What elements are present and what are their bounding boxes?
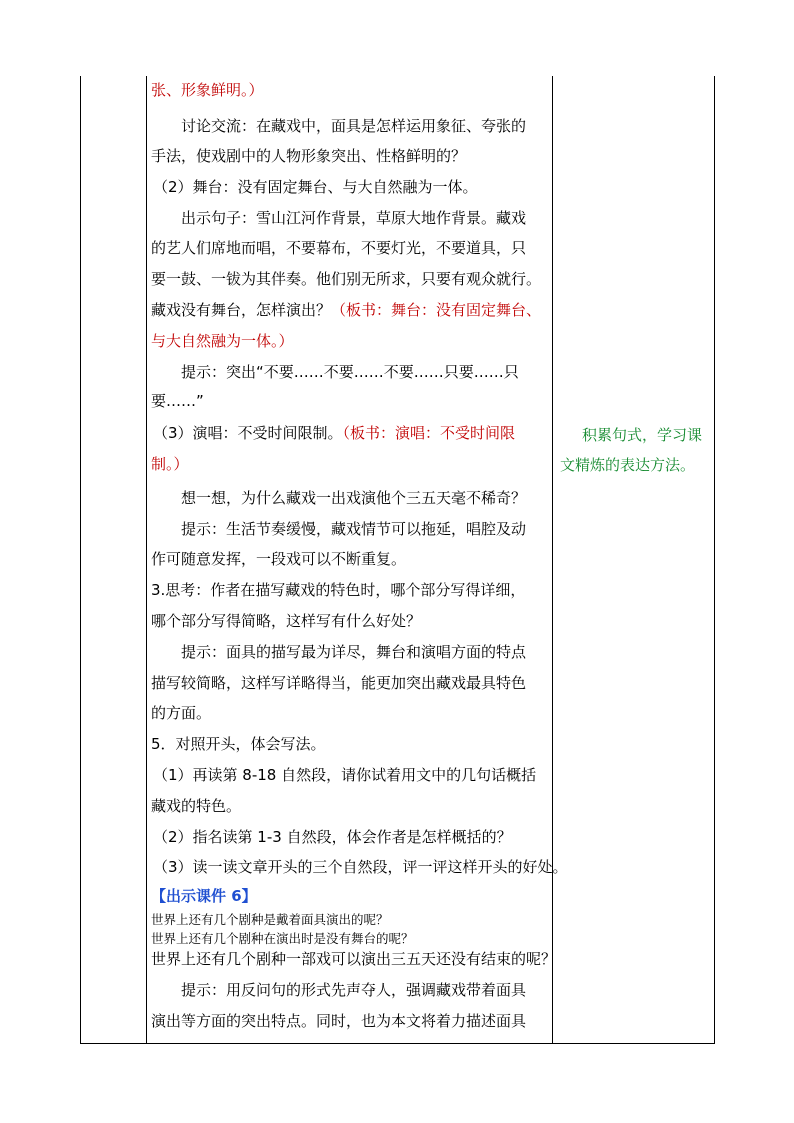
text-segment: 藏戏没有舞台，怎样演出？ <box>151 301 332 319</box>
table-border-col2 <box>552 76 553 1044</box>
table-border-right <box>714 76 715 1044</box>
text-line: 哪个部分写得简略，这样写有什么好处？ <box>151 612 422 630</box>
text-line: 世界上还有几个剧种一部戏可以演出三五天还没有结束的呢？ <box>151 950 557 968</box>
courseware-heading: 【出示课件 6】 <box>151 887 257 905</box>
text-line: 出示句子：雪山江河作背景，草原大地作背景。藏戏 <box>181 209 527 227</box>
note-line: 文精炼的表达方法。 <box>560 456 696 474</box>
text-line: 世界上还有几个剧种在演出时是没有舞台的呢？ <box>151 931 414 946</box>
text-line: 提示：生活节奏缓慢，藏戏情节可以拖延，唱腔及动 <box>181 520 527 538</box>
text-line: 世界上还有几个剧种是戴着面具演出的呢？ <box>151 912 389 927</box>
table-border-col1 <box>146 76 147 1044</box>
text-line <box>153 423 515 443</box>
board-note: （板书：演唱：不受时间限 <box>342 424 516 442</box>
text-line: 藏戏的特色。 <box>151 797 242 815</box>
text-line: 手法，使戏剧中的人物形象突出、性格鲜明的？ <box>151 147 467 165</box>
text-line: （3）读一读文章开头的三个自然段，评一评这样开头的好处。 <box>153 858 568 876</box>
text-line: （2）舞台：没有固定舞台、与大自然融为一体。 <box>153 178 478 196</box>
board-note: （板书：舞台：没有固定舞台、 <box>331 301 542 319</box>
note-line: 积累句式，学习课 <box>582 426 703 444</box>
text-line: 想一想，为什么藏戏一出戏演他个三五天毫不稀奇？ <box>181 489 527 507</box>
text-line: 张、形象鲜明。） <box>151 81 264 99</box>
table-border-bottom <box>80 1043 714 1044</box>
board-note: 与大自然融为一体。） <box>151 332 294 350</box>
text-line: （2）指名读第 1-3 自然段，体会作者是怎样概括的？ <box>153 828 512 846</box>
text-line: 描写较简略，这样写详略得当，能更加突出藏戏最具特色 <box>151 674 527 692</box>
text-line: 演出等方面的突出特点。同时，也为本文将着力描述面具 <box>151 1012 527 1030</box>
text-line: 3.思考：作者在描写藏戏的特色时，哪个部分写得详细， <box>151 581 526 599</box>
text-line: 提示：面具的描写最为详尽，舞台和演唱方面的特点 <box>181 643 527 661</box>
text-line: 作可随意发挥，一段戏可以不断重复。 <box>151 550 407 568</box>
design-intent-note <box>560 420 710 480</box>
board-note: 制。） <box>151 455 189 473</box>
text-line: 提示：用反问句的形式先声夺人，强调藏戏带着面具 <box>181 981 527 999</box>
text-segment: （3）演唱：不受时间限制。 <box>153 424 343 442</box>
text-line <box>151 300 541 320</box>
table-border-left <box>80 76 81 1044</box>
text-line: 要一鼓、一钹为其伴奏。他们别无所求，只要有观众就行。 <box>151 270 542 288</box>
text-line: 的方面。 <box>151 704 212 722</box>
text-line: 5．对照开头，体会写法。 <box>151 735 326 753</box>
text-line: （1）再读第 8-18 自然段，请你试着用文中的几句话概括 <box>153 766 537 784</box>
text-line: 要……” <box>151 392 204 410</box>
text-line: 提示：突出“不要……不要……不要……只要……只 <box>181 363 519 381</box>
text-line: 的艺人们席地而唱，不要幕布，不要灯光，不要道具，只 <box>151 239 527 257</box>
text-line: 讨论交流：在藏戏中，面具是怎样运用象征、夸张的 <box>181 117 527 135</box>
